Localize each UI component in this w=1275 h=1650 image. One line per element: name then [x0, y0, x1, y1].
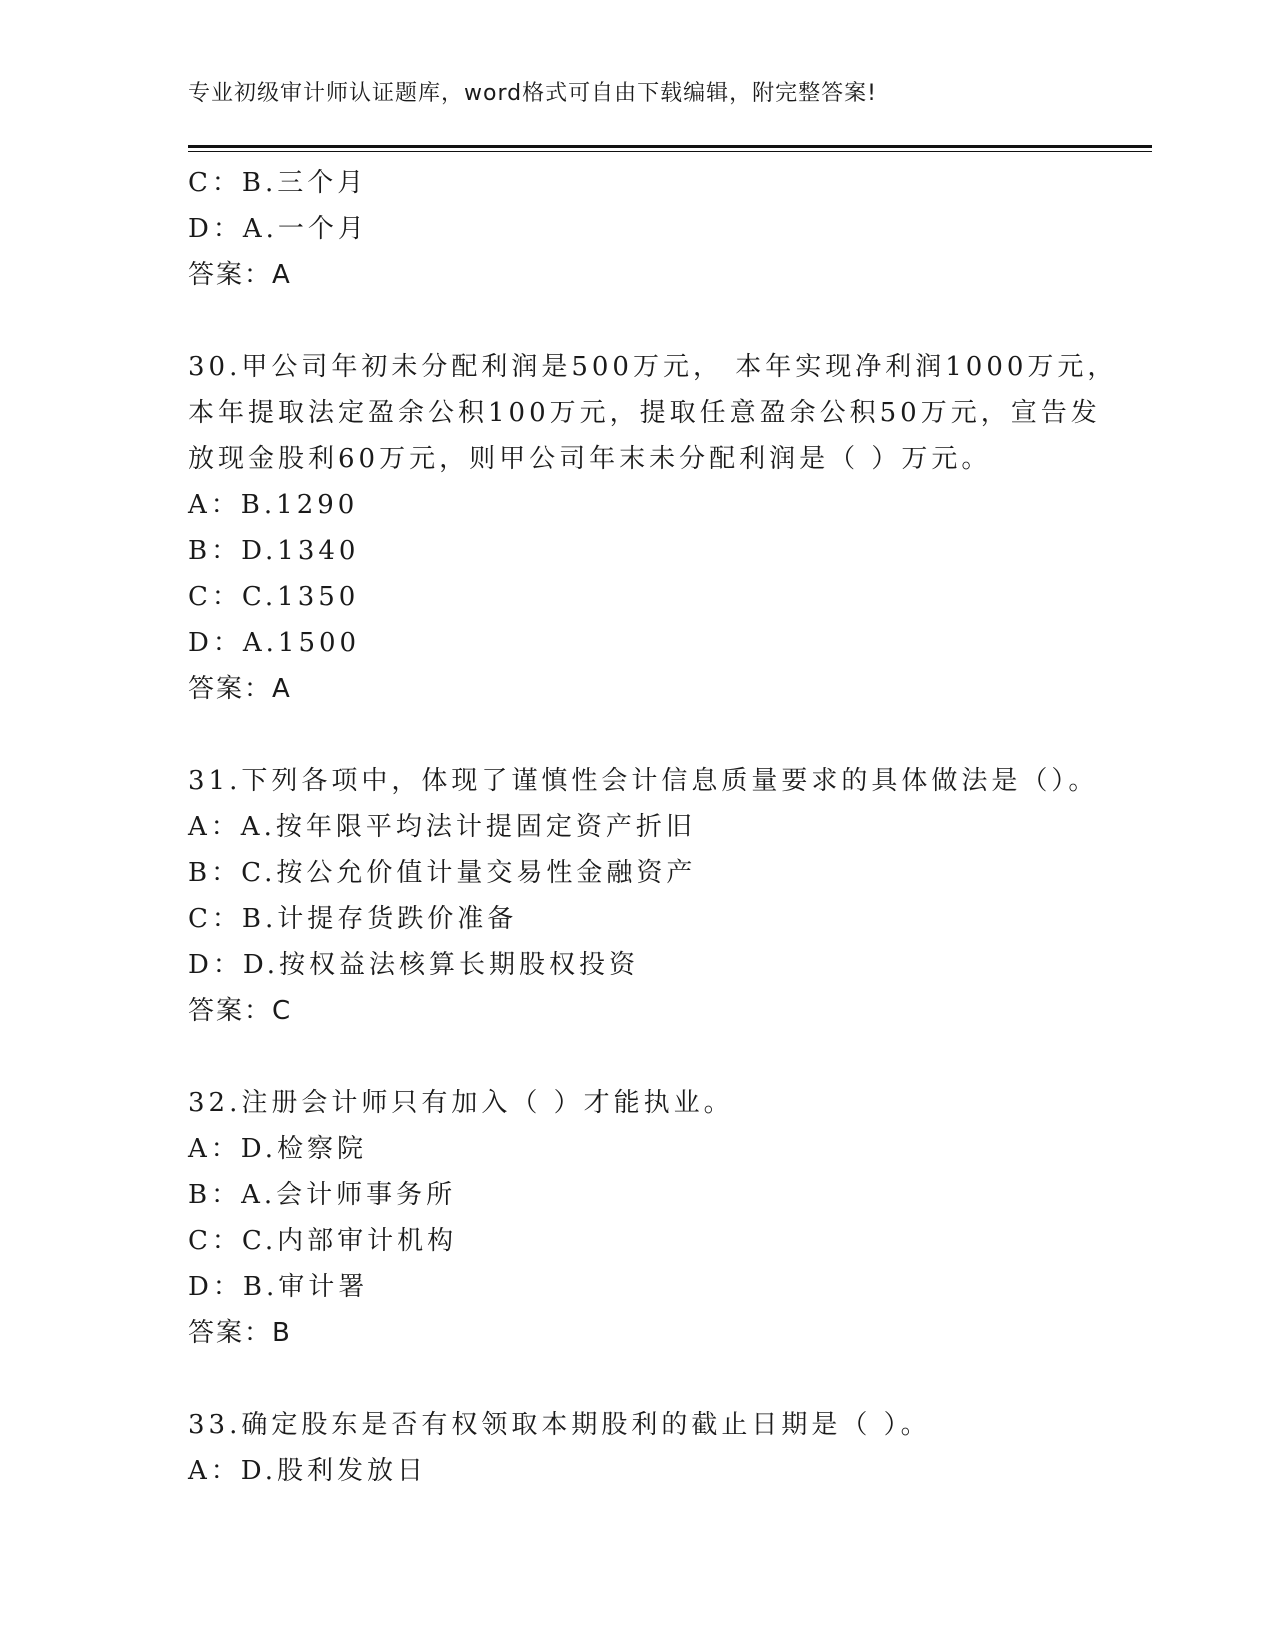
- question-line: 放现金股利60万元，则甲公司年末未分配利润是（ ）万元。: [188, 444, 992, 474]
- option-text: D.股利发放日: [240, 1456, 427, 1486]
- header-rule-thick: [188, 145, 1152, 148]
- option-text: A.一个月: [242, 214, 368, 244]
- option-text: B.审计署: [242, 1272, 369, 1302]
- option-line: A：D.检察院: [188, 1134, 367, 1164]
- question-block: [188, 758, 1099, 1034]
- option-text: A.按年限平均法计提固定资产折旧: [240, 812, 696, 842]
- option-text: B.三个月: [241, 168, 368, 198]
- carryover-block: [188, 160, 1088, 298]
- question-block: [188, 1402, 1088, 1494]
- option-text: D.1340: [241, 536, 360, 566]
- option-line: D：A.1500: [188, 628, 361, 658]
- option-text: A.1500: [242, 628, 361, 658]
- option-text: D.检察院: [240, 1134, 367, 1164]
- option-letter: D: [188, 628, 213, 658]
- option-letter: C: [188, 168, 212, 198]
- option-letter: D: [188, 950, 213, 980]
- option-letter: B: [188, 1180, 212, 1210]
- option-letter: D: [188, 1272, 213, 1302]
- option-letter: C: [188, 582, 212, 612]
- option-letter: B: [188, 536, 212, 566]
- option-text: C.1350: [241, 582, 360, 612]
- option-letter: C: [188, 904, 212, 934]
- question-text: [188, 758, 1099, 804]
- option-letter: B: [188, 858, 212, 888]
- option-letter: A: [188, 490, 211, 520]
- question-block: [188, 344, 1118, 712]
- answer-line: 答案：C: [188, 996, 293, 1026]
- question-block: [188, 1080, 1088, 1356]
- option-text: B.计提存货跌价准备: [241, 904, 518, 934]
- option-letter: A: [188, 1456, 211, 1486]
- option-line: C：C.内部审计机构: [188, 1226, 458, 1256]
- option-line: C：B.三个月: [188, 168, 368, 198]
- question-line: 30.甲公司年初未分配利润是500万元， 本年实现净利润1000万元，: [188, 352, 1118, 382]
- option-text: A.会计师事务所: [241, 1180, 457, 1210]
- question-text: [188, 344, 1118, 482]
- question-text: [188, 1402, 1088, 1448]
- question-line: 33.确定股东是否有权领取本期股利的截止日期是（ ）。: [188, 1410, 931, 1440]
- question-line: 本年提取法定盈余公积100万元，提取任意盈余公积50万元，宣告发: [188, 398, 1101, 428]
- option-line: D：B.审计署: [188, 1272, 369, 1302]
- option-line: B：C.按公允价值计量交易性金融资产: [188, 858, 697, 888]
- option-line: C：C.1350: [188, 582, 360, 612]
- option-line: C：B.计提存货跌价准备: [188, 904, 518, 934]
- option-letter: D: [188, 214, 213, 244]
- option-text: D.按权益法核算长期股权投资: [242, 950, 640, 980]
- option-letter: C: [188, 1226, 212, 1256]
- question-list: [188, 160, 1118, 1494]
- option-line: B：A.会计师事务所: [188, 1180, 457, 1210]
- page-header: 专业初级审计师认证题库，word格式可自由下载编辑，附完整答案!: [188, 81, 877, 106]
- option-line: D：A.一个月: [188, 214, 368, 244]
- option-line: A：D.股利发放日: [188, 1456, 427, 1486]
- answer-line: 答案：B: [188, 1318, 292, 1348]
- option-line: A：B.1290: [188, 490, 359, 520]
- header-rule-thin: [188, 151, 1152, 152]
- option-text: B.1290: [240, 490, 359, 520]
- question-text: [188, 1080, 1088, 1126]
- option-line: A：A.按年限平均法计提固定资产折旧: [188, 812, 696, 842]
- option-letter: A: [188, 1134, 211, 1164]
- option-text: C.按公允价值计量交易性金融资产: [241, 858, 697, 888]
- question-line: 32.注册会计师只有加入（ ）才能执业。: [188, 1088, 734, 1118]
- option-line: B：D.1340: [188, 536, 360, 566]
- question-line: 31.下列各项中，体现了谨慎性会计信息质量要求的具体做法是（）。: [188, 766, 1099, 796]
- option-text: C.内部审计机构: [241, 1226, 458, 1256]
- answer-line: 答案：A: [188, 260, 292, 290]
- option-letter: A: [188, 812, 211, 842]
- option-line: D：D.按权益法核算长期股权投资: [188, 950, 640, 980]
- answer-line: 答案：A: [188, 674, 292, 704]
